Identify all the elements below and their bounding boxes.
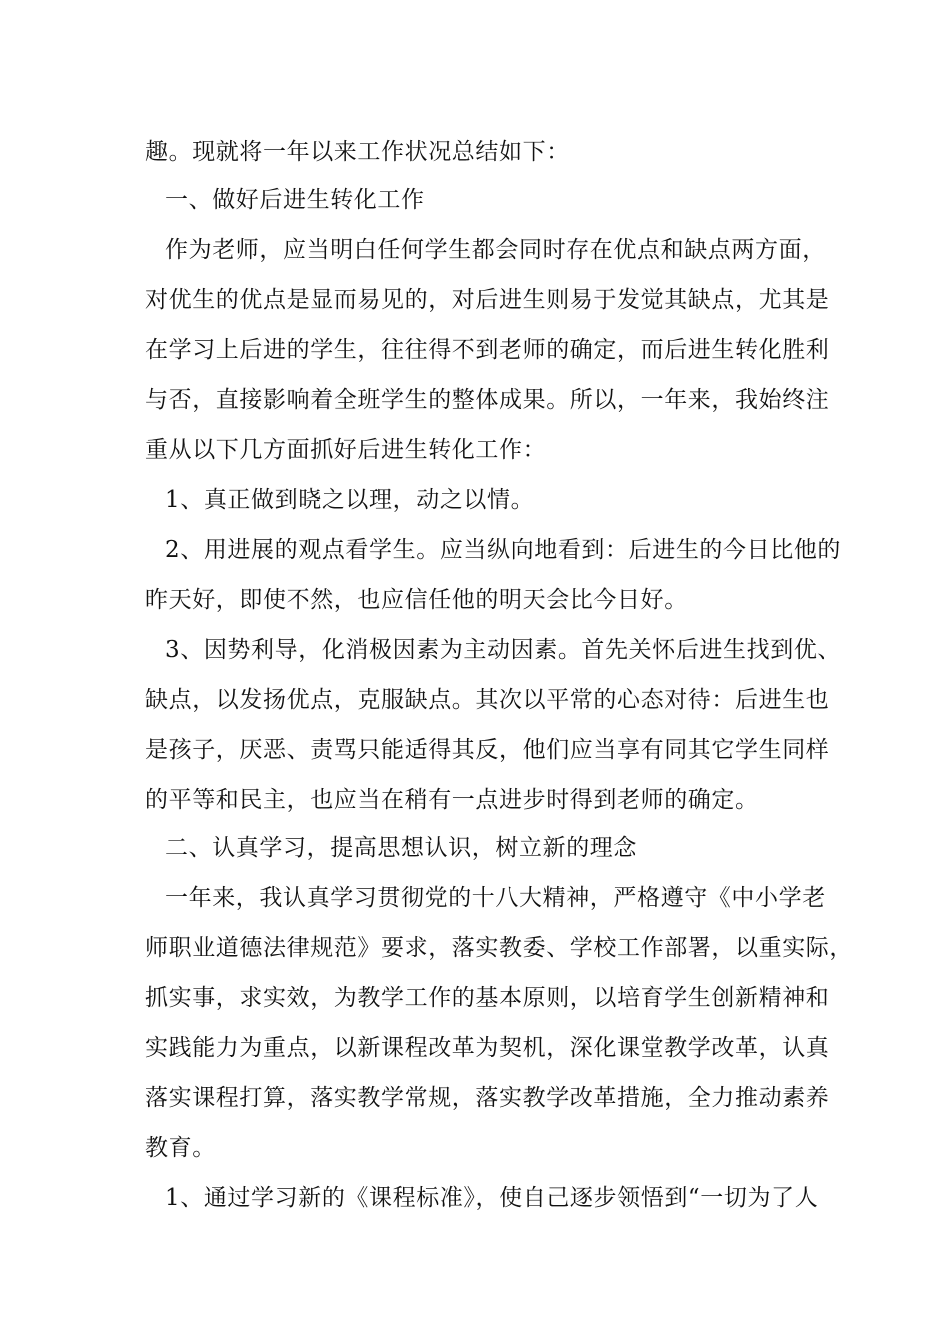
list-item: 1、真正做到晓之以理，动之以情。 — [165, 487, 535, 513]
text-line: 实践能力为重点，以新课程改革为契机，深化课堂教学改革，认真 — [145, 1035, 830, 1061]
text-line: 的平等和民主，也应当在稍有一点进步时得到老师的确定。 — [145, 787, 759, 813]
text-line: 落实课程打算，落实教学常规，落实教学改革措施，全力推动素养 — [145, 1085, 830, 1111]
text-line: 与否，直接影响着全班学生的整体成果。所以，一年来，我始终注 — [145, 387, 830, 413]
text-line: 一年来，我认真学习贯彻党的十八大精神，严格遵守《中小学老 — [165, 885, 826, 911]
text-line: 是孩子，厌恶、责骂只能适得其反，他们应当享有同其它学生同样 — [145, 737, 830, 763]
text-line: 教育。 — [145, 1135, 216, 1161]
text-line: 在学习上后进的学生，往往得不到老师的确定，而后进生转化胜利 — [145, 337, 830, 363]
text-line: 重从以下几方面抓好后进生转化工作： — [145, 437, 547, 463]
text-line: 缺点，以发扬优点，克服缺点。其次以平常的心态对待：后进生也 — [145, 687, 830, 713]
text-line: 抓实事，求实效，为教学工作的基本原则，以培育学生创新精神和 — [145, 985, 830, 1011]
text-line: 对优生的优点是显而易见的，对后进生则易于发觉其缺点，尤其是 — [145, 287, 830, 313]
text-line: 趣。现就将一年以来工作状况总结如下： — [145, 139, 570, 165]
list-item: 3、因势利导，化消极因素为主动因素。首先关怀后进生找到优、 — [165, 637, 842, 663]
section-heading: 一、做好后进生转化工作 — [165, 187, 425, 213]
list-item: 1、通过学习新的《课程标准》，使自己逐步领悟到“一切为了人 — [165, 1185, 819, 1211]
section-heading: 二、认真学习，提高思想认识，树立新的理念 — [165, 835, 637, 861]
text-line: 作为老师，应当明白任何学生都会同时存在优点和缺点两方面， — [165, 237, 826, 263]
text-line: 师职业道德法律规范》要求，落实教委、学校工作部署，以重实际， — [145, 935, 853, 961]
list-item: 2、用进展的观点看学生。应当纵向地看到：后进生的今日比他的 — [165, 537, 842, 563]
text-line: 昨天好，即使不然，也应信任他的明天会比今日好。 — [145, 587, 688, 613]
